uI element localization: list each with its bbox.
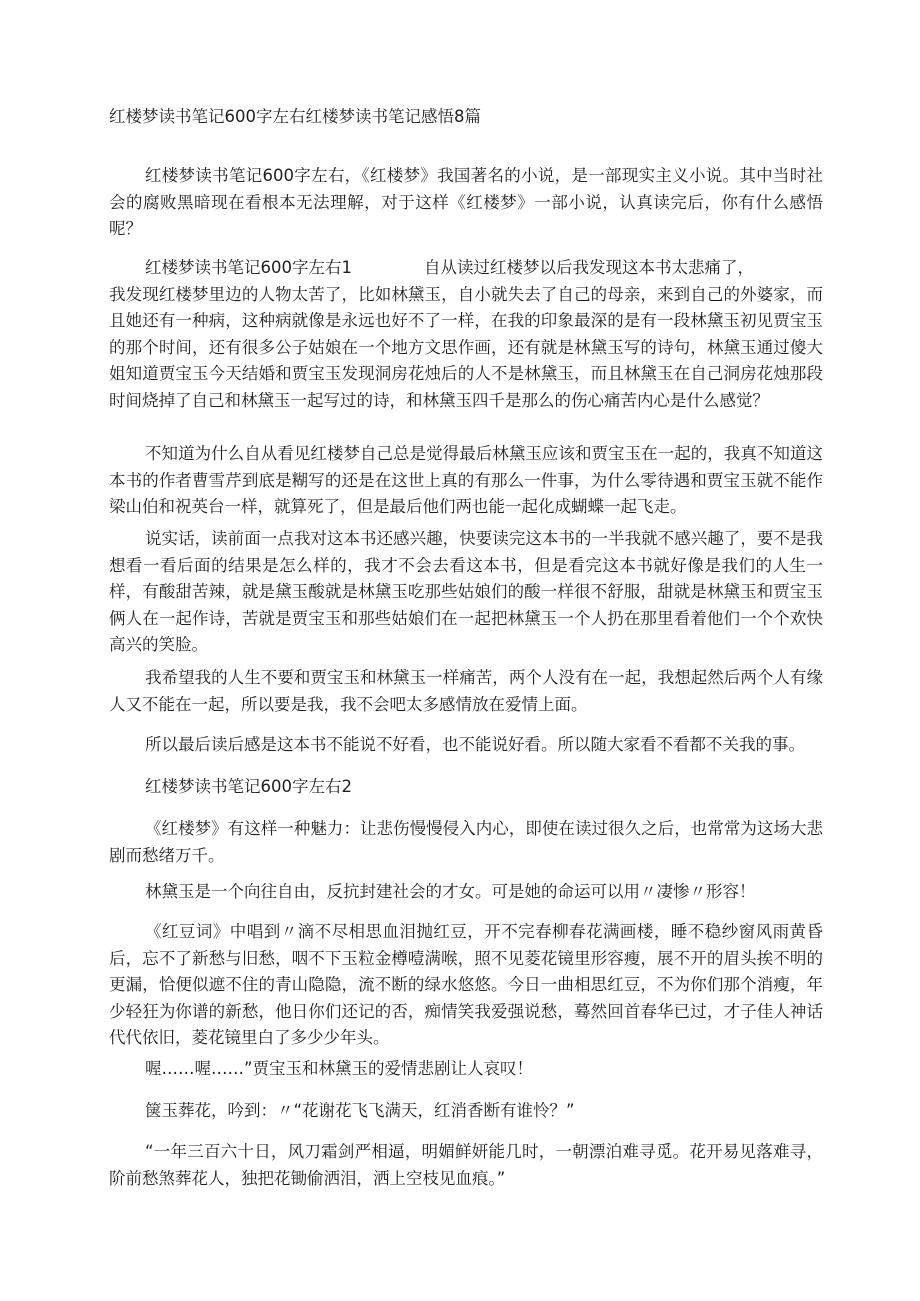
paragraph-11: [109, 1139, 823, 1192]
paragraph-intro: [109, 163, 823, 243]
document-title: 红楼梦读书笔记600字左右红楼梦读书笔记感悟8篇: [109, 107, 481, 126]
paragraph-text: “一年三百六十日，风刀霜剑严相逼，明媚鲜妍能几时，一朝漂泊难寻觅。花开易见落难寻，阶前愁煞葬花人，独把花锄偷洒泪，洒上空枝见血痕。”: [109, 1142, 823, 1188]
paragraph-9: [109, 1056, 823, 1083]
paragraph-10: [109, 1098, 823, 1125]
paragraph-text: 红楼梦读书笔记600字左右，《红楼梦》我国著名的小说，是一部现实主义小说。其中当时社会的腐败黑暗现在看根本无法理解，对于这样《红楼梦》一部小说，认真读完后，你有什么感悟呢？: [109, 166, 823, 238]
paragraph-text: 林黛玉是一个向往自由，反抗封建社会的才女。可是她的命运可以用〃凄惨〃形容！: [145, 882, 756, 901]
section-heading-2: 红楼梦读书笔记600字左右2: [145, 777, 352, 796]
paragraph-text: 《红楼梦》有这样一种魅力：让悲伤慢慢侵入内心，即使在读过很久之后，也常常为这场大悲剧而愁绪万千。: [109, 819, 823, 865]
paragraph-6: [109, 816, 823, 869]
paragraph-text: 所以最后读后感是这本书不能说不好看，也不能说好看。所以随大家看不看都不关我的事。: [145, 735, 805, 754]
paragraph-3: [109, 526, 823, 659]
paragraph-7: [109, 879, 823, 906]
section-1: [109, 255, 823, 414]
paragraph-text: 不知道为什么自从看见红楼梦自己总是觉得最后林黛玉应该和贾宝玉在一起的，我真不知道这本书的作者曹雪芹到底是糊写的还是在这世上真的有那么一件事，为什么零待遇和贾宝玉就不能作梁山伯和祝英台一样，就算死了，但是最后他们两也能一起化成蝴蝶一起飞走。: [109, 444, 823, 516]
paragraph-text: 箧玉葬花，吟到：〃“花谢花飞飞满天，红消香断有谁怜？”: [145, 1101, 575, 1120]
paragraph-8: [109, 919, 823, 1052]
paragraph-5: [109, 732, 823, 759]
paragraph-text: 我发现红楼梦里边的人物太苦了，比如林黛玉，自小就失去了自己的母亲，来到自己的外婆家，而且她还有一种病，这种病就像是永远也好不了一样，在我的印象最深的是有一段林黛玉初见贾宝玉的那个时间，还有很多公子姑娘在一个地方文思作画，还有就是林黛玉写的诗句，林黛玉通过傻大姐知道贾宝玉今天结婚和贾宝玉发现洞房花烛后的人不是林黛玉，而且林黛玉在自己洞房花烛那段时间烧掉了自己和林黛玉一起写过的诗，和林黛玉四千是那么的伤心痛苦内心是什么感觉？: [109, 284, 823, 410]
paragraph-text: 我希望我的人生不要和贾宝玉和林黛玉一样痛苦，两个人没有在一起，我想起然后两个人有缘人又不能在一起，所以要是我，我不会吧太多感情放在爱情上面。: [109, 668, 823, 714]
section-1-first-line: 自从读过红楼梦以后我发现这本书太悲痛了，: [424, 258, 754, 277]
paragraph-2: [109, 441, 823, 521]
section-heading-1: 红楼梦读书笔记600字左右1: [145, 258, 352, 277]
paragraph-4: [109, 665, 823, 718]
paragraph-text: 《红豆词》中唱到〃滴不尽相思血泪抛红豆，开不完春柳春花满画楼，睡不稳纱窗风雨黄昏后，忘不了新愁与旧愁，咽不下玉粒金樽噎满喉，照不见菱花镜里形容瘦，展不开的眉头挨不明的更漏，恰便似遮不住的青山隐隐，流不断的绿水悠悠。今日一曲相思红豆，不为你们那个消瘦，年少轻狂为你谱的新愁，他日你们还记的否，痴情笑我爱强说愁，蓦然回首春华已过，才子佳人神话代代依旧，菱花镜里白了多少少年头。: [109, 922, 823, 1047]
section-heading-row: [109, 255, 823, 282]
paragraph-text: 喔……喔……”贾宝玉和林黛玉的爱情悲剧让人哀叹！: [145, 1059, 534, 1078]
section-2: [109, 774, 823, 801]
paragraph-text: 说实话，读前面一点我对这本书还感兴趣，快要读完这本书的一半我就不感兴趣了，要不是我想看一看后面的结果是怎么样的，我才不会去看这本书，但是看完这本书就好像是我们的人生一样，有酸甜苦辣，就是黛玉酸就是林黛玉吃那些姑娘们的酸一样很不舒服，甜就是林黛玉和贾宝玉俩人在一起作诗，苦就是贾宝玉和那些姑娘们在一起把林黛玉一个人扔在那里看着他们一个个欢快高兴的笑脸。: [109, 529, 823, 654]
